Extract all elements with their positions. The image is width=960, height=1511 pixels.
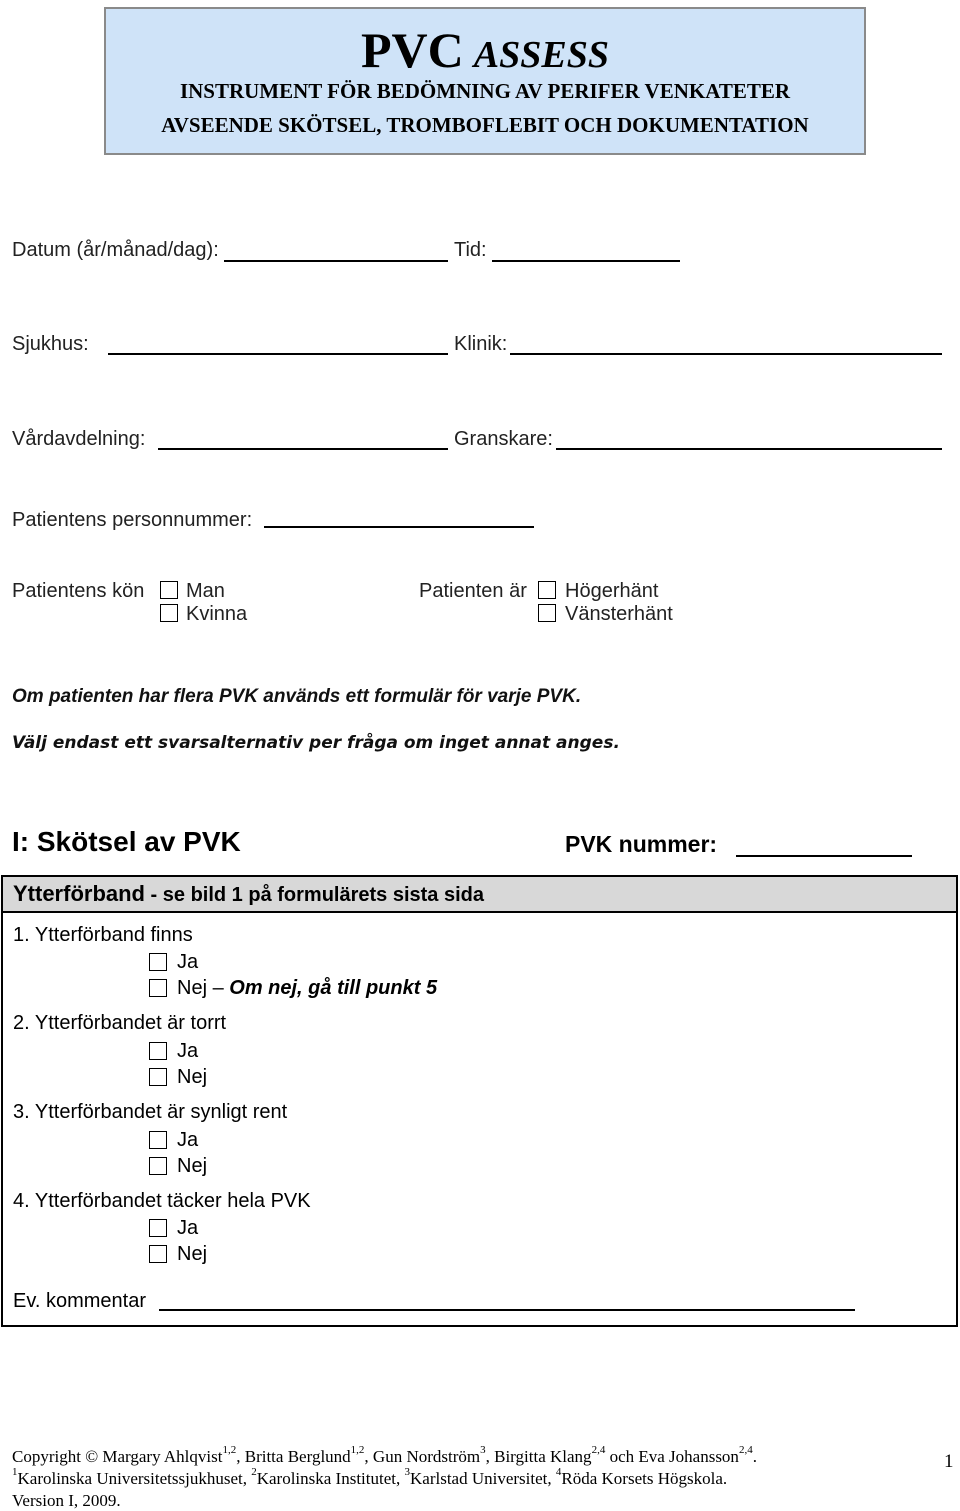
kon-man-label: Man — [186, 580, 225, 602]
option-q3-nej: Nej — [177, 1155, 208, 1177]
pvk-number-label: PVK nummer: — [565, 831, 718, 857]
aff-2: Karolinska Institutet, — [256, 1469, 401, 1488]
copyright-icon: © — [85, 1447, 99, 1466]
author-3-sup: 3 — [480, 1444, 486, 1456]
footer-affiliations — [12, 1466, 728, 1489]
checkbox-q1-ja[interactable] — [149, 953, 167, 971]
author-2: Britta Berglund — [244, 1447, 351, 1466]
subtitle-line-1: INSTRUMENT FÖR BEDÖMNING AV PERIFER VENKATETER — [179, 79, 791, 103]
author-5-prefix: och — [609, 1447, 635, 1466]
author-5: Eva Johansson — [638, 1447, 739, 1466]
aff-4: Röda Korsets Högskola. — [561, 1469, 728, 1488]
section-title: I: Skötsel av PVK — [12, 826, 241, 857]
vardavdelning-field[interactable] — [158, 448, 448, 450]
subtitle-line-2: AVSEENDE SKÖTSEL, TROMBOFLEBIT OCH DOKUMENTATION — [161, 113, 809, 137]
option-q1-nej-label: Nej — [177, 977, 208, 999]
instruction-note-2: Välj endast ett svarsalternativ per fråga om inget annat anges. — [12, 733, 620, 753]
aff-3: Karlstad Universitet, — [410, 1469, 552, 1488]
kon-kvinna-label: Kvinna — [186, 603, 248, 625]
copyright-prefix: Copyright — [12, 1447, 81, 1466]
question-3: 3. Ytterförbandet är synligt rent — [13, 1101, 288, 1123]
checkbox-q2-ja[interactable] — [149, 1042, 167, 1060]
aff-3-sup: 3 — [404, 1466, 410, 1478]
header-box — [104, 7, 866, 155]
author-4-sup: 2,4 — [591, 1444, 606, 1456]
option-q2-nej: Nej — [177, 1066, 208, 1088]
option-q1-note: Om nej, gå till punkt 5 — [229, 977, 438, 999]
checkbox-q1-nej[interactable] — [149, 979, 167, 997]
option-q4-nej: Nej — [177, 1243, 208, 1265]
option-q1-ja: Ja — [177, 951, 199, 973]
checkbox-man[interactable] — [160, 581, 178, 599]
personnummer-label: Patientens personnummer: — [12, 509, 253, 531]
footer-copyright: Copyright © Margary Ahlqvist$^{1,2}$, Britta Berglund$^{1,2}$, Gun Nordström$^3$, Birgitta Klang$^{2,4}$ och Eva Johansson$^{2,4}$. — [12, 1444, 757, 1466]
aff-2-sup: 2 — [251, 1466, 257, 1478]
kon-label: Patientens kön — [12, 580, 145, 602]
checkbox-q4-ja[interactable] — [149, 1219, 167, 1237]
option-q4-ja: Ja — [177, 1217, 199, 1239]
instruction-note-1: Om patienten har flera PVK används ett formulär för varje PVK. — [12, 686, 582, 707]
checkbox-q3-nej[interactable] — [149, 1157, 167, 1175]
option-q2-ja: Ja — [177, 1040, 199, 1062]
granskare-label: Granskare: — [454, 428, 553, 450]
comment-field[interactable] — [159, 1309, 855, 1311]
tid-label: Tid: — [454, 239, 487, 261]
author-5-sup: 2,4 — [738, 1444, 753, 1456]
klinik-label: Klinik: — [454, 333, 508, 355]
pvk-number-field[interactable] — [736, 855, 912, 857]
datum-field[interactable] — [224, 260, 448, 262]
checkbox-hogerhant[interactable] — [538, 581, 556, 599]
footer-version: Version I, 2009. — [12, 1491, 121, 1510]
question-2: 2. Ytterförbandet är torrt — [13, 1012, 227, 1034]
author-1: Margary Ahlqvist — [102, 1447, 223, 1466]
tid-field[interactable] — [492, 260, 680, 262]
hand-vanster-label: Vänsterhänt — [565, 603, 673, 625]
vardavdelning-label: Vårdavdelning: — [12, 428, 146, 450]
comment-label: Ev. kommentar — [13, 1290, 146, 1312]
band-heading-rest: - se bild 1 på formulärets sista sida — [145, 884, 485, 906]
hand-label: Patienten är — [419, 580, 527, 602]
band-heading — [13, 881, 484, 907]
title-main: PVC — [361, 22, 464, 78]
author-2-sup: 1,2 — [350, 1444, 365, 1456]
aff-4-sup: 4 — [555, 1466, 562, 1478]
option-q1-dash: – — [212, 977, 224, 999]
option-q1-nej — [177, 977, 437, 1000]
document-title — [106, 21, 864, 79]
personnummer-field[interactable] — [264, 526, 534, 528]
option-q3-ja: Ja — [177, 1129, 199, 1151]
klinik-field[interactable] — [510, 353, 942, 355]
hand-hoger-label: Högerhänt — [565, 580, 659, 602]
checkbox-q2-nej[interactable] — [149, 1068, 167, 1086]
checkbox-q4-nej[interactable] — [149, 1245, 167, 1263]
title-italic: ASSESS — [473, 34, 609, 76]
band-heading-bold: Ytterförband — [13, 881, 145, 906]
question-4: 4. Ytterförbandet täcker hela PVK — [13, 1190, 311, 1212]
checkbox-vansterhant[interactable] — [538, 604, 556, 622]
datum-label: Datum (år/månad/dag): — [12, 239, 219, 261]
author-3: Gun Nordström — [372, 1447, 481, 1466]
checkbox-q3-ja[interactable] — [149, 1131, 167, 1149]
page-number: 1 — [944, 1451, 954, 1472]
aff-1: Karolinska Universitetssjukhuset, — [17, 1469, 247, 1488]
checkbox-kvinna[interactable] — [160, 604, 178, 622]
granskare-field[interactable] — [556, 448, 942, 450]
author-4: Birgitta Klang — [494, 1447, 592, 1466]
ytterforband-section — [1, 875, 958, 1327]
section-band — [3, 877, 956, 913]
sjukhus-field[interactable] — [108, 353, 448, 355]
question-1: 1. Ytterförband finns — [13, 924, 193, 946]
author-1-sup: 1,2 — [222, 1444, 237, 1456]
aff-1-sup: 1 — [12, 1466, 18, 1478]
sjukhus-label: Sjukhus: — [12, 333, 89, 355]
